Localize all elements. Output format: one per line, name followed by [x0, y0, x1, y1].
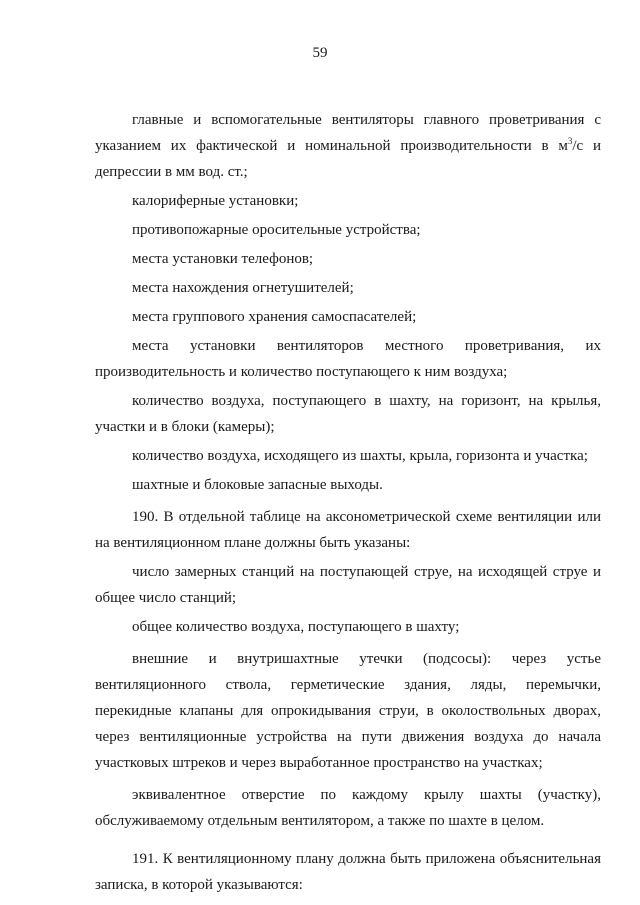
list-item-leaks: внешние и внутришахтные утечки (подсосы): через устье вентиляционного ствола, герметические здания, ляды, перемычки, перекидные клапаны для опрокидывания струи, в околоствольных дворах, через вентиляционные устройства на пути движения воздуха до начала участковых штреков и через выработанное пространство на участках;: [95, 651, 601, 771]
paragraph-main-fans: [95, 107, 601, 185]
page-number: 59: [312, 45, 328, 61]
clause-190: 190. В отдельной таблице на аксонометрической схеме вентиляции или на вентиляционном плане должны быть указаны:: [95, 509, 601, 551]
page-body: [95, 107, 601, 898]
list-item: шахтные и блоковые запасные выходы.: [132, 477, 383, 493]
list-item: места установки вентиляторов местного проветривания, их производительность и количество поступающего к ним воздуха;: [95, 338, 601, 380]
list-item: места установки телефонов;: [132, 251, 314, 267]
list-item: количество воздуха, поступающего в шахту, на горизонт, на крылья, участки и в блоки (камеры);: [95, 393, 601, 435]
list-item: места группового хранения самоспасателей;: [132, 309, 417, 325]
paragraph-text: главные и вспомогательные вентиляторы главного проветривания с указанием их фактической и номинальной производительности в м: [95, 112, 601, 154]
list-item: количество воздуха, исходящего из шахты, крыла, горизонта и участка;: [132, 448, 588, 464]
clause-191: 191. К вентиляционному плану должна быть приложена объяснительная записка, в которой указываются:: [95, 851, 601, 893]
superscript: 3: [567, 136, 573, 146]
list-item: места нахождения огнетушителей;: [132, 280, 354, 296]
list-item: противопожарные оросительные устройства;: [132, 222, 421, 238]
list-item: эквивалентное отверстие по каждому крылу шахты (участку), обслуживаемому отдельным вентилятором, а также по шахте в целом.: [95, 787, 601, 829]
list-item: общее количество воздуха, поступающего в шахту;: [132, 619, 460, 635]
paragraph-text-continued: /с и депрессии в мм вод. ст.;: [95, 138, 602, 180]
list-item: число замерных станций на поступающей струе, на исходящей струе и общее число станций;: [95, 564, 601, 606]
list-item: калориферные установки;: [132, 193, 299, 209]
